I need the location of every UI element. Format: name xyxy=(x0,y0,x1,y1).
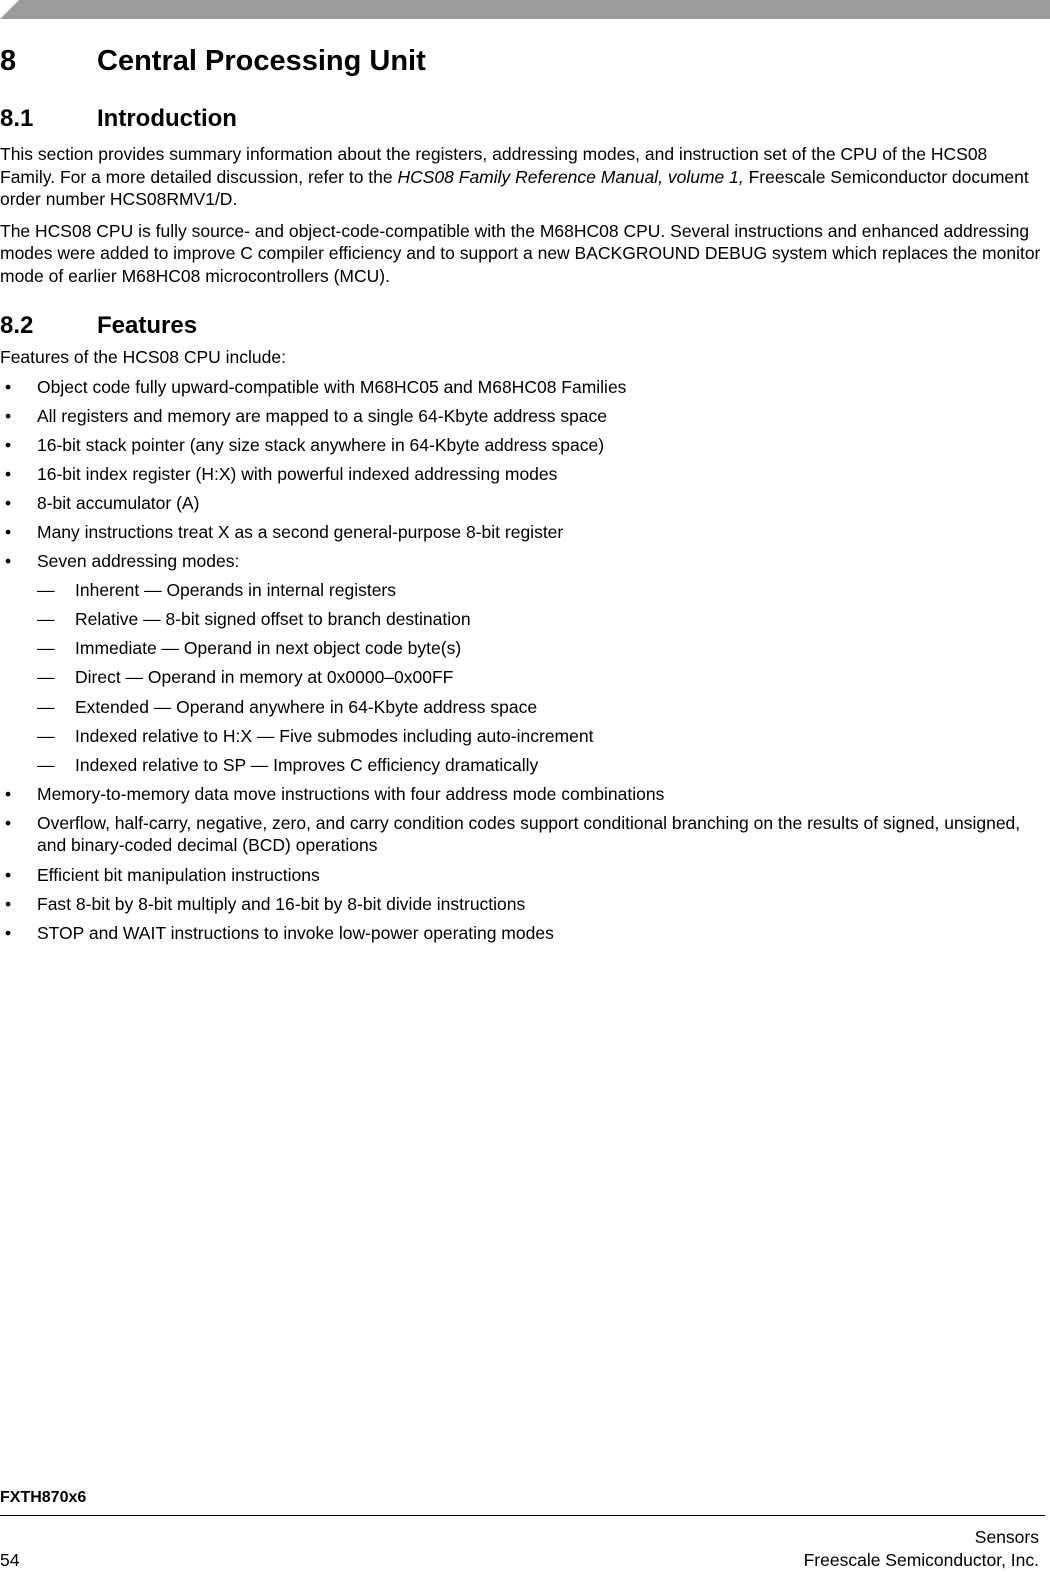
footer-divider xyxy=(0,1515,1045,1516)
bullet-icon: • xyxy=(5,434,12,455)
footer-document-id: FXTH870x6 xyxy=(0,1489,87,1506)
list-item: • 16-bit stack pointer (any size stack anywhere in 64-Kbyte address space) xyxy=(5,434,605,455)
bullet-icon: • xyxy=(5,551,12,572)
dash-icon: — xyxy=(37,725,55,746)
section-number: 8.2 xyxy=(0,312,34,339)
section-heading-features xyxy=(0,311,1045,341)
bullet-icon: • xyxy=(5,812,12,833)
dash-icon: — xyxy=(37,667,55,688)
footer-company: Freescale Semiconductor, Inc. xyxy=(803,1550,1039,1570)
page-number: 54 xyxy=(0,1550,20,1570)
intro-paragraph-1 xyxy=(0,143,1045,211)
page-content xyxy=(0,44,1045,951)
intro-text-start: This section provides summary information about the registers, addressing modes, and instruction set of the CPU of the HCS08 Family. For a more detailed discussion, refer to the xyxy=(0,144,988,187)
dash-icon: — xyxy=(37,609,55,630)
bullet-icon: • xyxy=(5,463,12,484)
section-number: 8.1 xyxy=(0,105,34,132)
bullet-icon: • xyxy=(5,893,12,914)
chapter-number: 8 xyxy=(0,45,17,77)
bullet-icon: • xyxy=(5,521,12,542)
list-item: • Memory-to-memory data move instructions with four address mode combinations xyxy=(5,783,665,804)
bullet-icon: • xyxy=(5,405,12,426)
sub-list-item: — Direct — Operand in memory at 0x0000–0x00FF xyxy=(37,667,454,688)
section-title: Features xyxy=(97,312,198,339)
reference-manual-title: HCS08 Family Reference Manual, volume 1, xyxy=(397,166,744,187)
intro-text-end: Freescale Semiconductor document order number HCS08RMV1/D. xyxy=(0,166,1029,209)
list-item: • Many instructions treat X as a second general-purpose 8-bit register xyxy=(5,521,564,542)
sub-list-item: — Extended — Operand anywhere in 64-Kbyte address space xyxy=(37,696,538,717)
list-item: • 16-bit index register (H:X) with powerful indexed addressing modes xyxy=(5,463,558,484)
list-item: • Overflow, half-carry, negative, zero, and carry condition codes support conditional branching on the results of signed, unsigned, and binary-coded decimal (BCD) operations xyxy=(5,812,1021,856)
bullet-icon: • xyxy=(5,922,12,943)
bullet-icon: • xyxy=(5,376,12,397)
bullet-icon: • xyxy=(5,783,12,804)
sub-list-item: — Indexed relative to SP — Improves C efficiency dramatically xyxy=(37,754,539,775)
dash-icon: — xyxy=(37,580,55,601)
list-item: • All registers and memory are mapped to a single 64-Kbyte address space xyxy=(5,405,608,426)
list-item: • Object code fully upward-compatible with M68HC05 and M68HC08 Families xyxy=(5,376,627,397)
list-item: • Efficient bit manipulation instructions xyxy=(5,864,320,885)
bullet-icon: • xyxy=(5,864,12,885)
list-item: • 8-bit accumulator (A) xyxy=(5,492,200,513)
sub-list-item: — Immediate — Operand in next object code byte(s) xyxy=(37,638,462,659)
intro-paragraph-2: The HCS08 CPU is fully source- and object-code-compatible with the M68HC08 CPU. Several instructions and enhanced addressing modes were added to improve C compiler efficiency and to support a new BACKGROUND DEBUG system which replaces the monitor mode of earlier M68HC08 microcontrollers (MCU). xyxy=(0,220,1041,286)
dash-icon: — xyxy=(37,754,55,775)
chapter-title: Central Processing Unit xyxy=(97,45,426,77)
features-intro: Features of the HCS08 CPU include: xyxy=(0,347,286,367)
dash-icon: — xyxy=(37,696,55,717)
header-bar xyxy=(0,0,1050,19)
list-item: • STOP and WAIT instructions to invoke low-power operating modes xyxy=(5,922,554,943)
sub-list-item: — Inherent — Operands in internal registers xyxy=(37,580,396,601)
addressing-modes-list xyxy=(37,579,1045,776)
features-list xyxy=(0,376,1045,945)
chapter-heading xyxy=(0,44,1045,78)
sub-list-item: — Indexed relative to H:X — Five submodes including auto-increment xyxy=(37,725,594,746)
section-title: Introduction xyxy=(97,105,237,132)
sub-list-item: — Relative — 8-bit signed offset to branch destination xyxy=(37,609,471,630)
list-item: • Fast 8-bit by 8-bit multiply and 16-bit by 8-bit divide instructions xyxy=(5,893,526,914)
dash-icon: — xyxy=(37,638,55,659)
section-heading-introduction xyxy=(0,104,1045,134)
footer-category: Sensors xyxy=(974,1527,1039,1547)
bullet-icon: • xyxy=(5,492,12,513)
list-item-addressing-modes: • Seven addressing modes: — Inherent — Operands in internal registers — Relative — 8-bit signed offset to branch destination — Immediate — Operand in next object code byte(s) — Direct — Operand in memory at 0x0000–0x00FF — Extended — Operand anywhere in 64-Kbyte address space — Indexed relative to H:X — Five submodes including auto-increment — Indexed relative to SP — Improves C efficiency dramatically xyxy=(0,550,1045,776)
